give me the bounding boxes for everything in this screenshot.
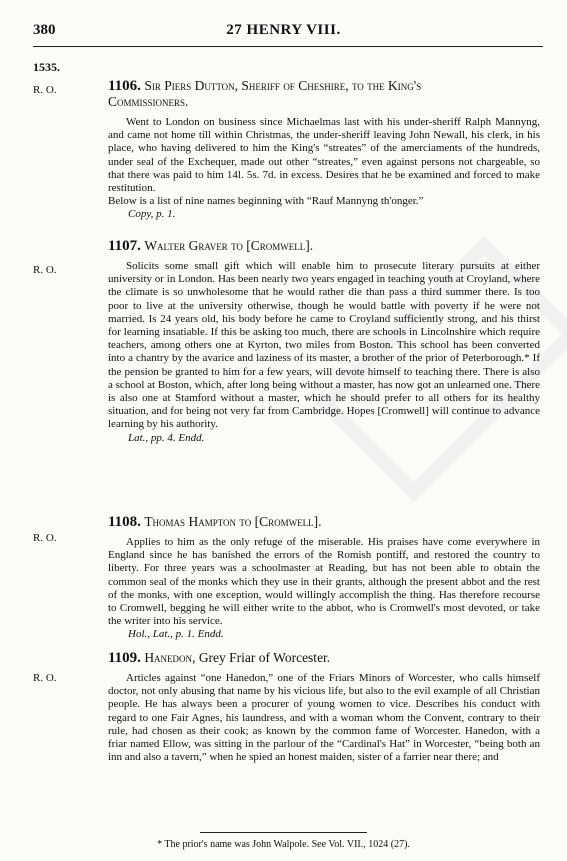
entry-heading <box>108 514 540 530</box>
margin-source: R. O. <box>33 672 57 684</box>
entry-body: Went to London on business since Michaelmas last with his under-sheriff Ralph Mannyng, and came not home till within Christmas, the under-sheriff leaving John Newall, his clerk, in his place, who having delivered to him the King's “streates” of the amerciaments of the hundreds, under seal of the Exchequer, made out other “streates,” even against persons not chargeable, so that there was paid to him 14l. 5s. 7d. in excess. Desires that he be examined and forced to make restitution. <box>108 116 540 195</box>
entry-author: Walter Graver <box>144 238 228 253</box>
page-header <box>0 22 567 42</box>
entry-author: Thomas Hampton <box>144 514 237 529</box>
entry-1106 <box>108 78 540 222</box>
entry-heading-line2: Commissioners. <box>108 94 189 109</box>
margin-source: R. O. <box>33 532 57 544</box>
entry-1108 <box>108 514 540 642</box>
entry-heading-rest: , Grey Friar of Worcester. <box>192 650 331 665</box>
entry-author: Hanedon <box>144 650 193 665</box>
entry-heading-rest: to [Cromwell]. <box>227 238 314 253</box>
entry-reference: Lat., pp. 4. Endd. <box>128 431 205 444</box>
entry-heading <box>108 650 540 666</box>
entry-heading-rest: to [Cromwell]. <box>236 514 322 529</box>
entry-number: 1106. <box>108 78 141 94</box>
entry-heading-rest: , Sheriff of Cheshire, to the King's <box>234 78 422 93</box>
entry-number: 1107. <box>108 238 141 254</box>
entry-body: Solicits some small gift which will enable him to prosecute literary pursuits at either university or in London. Has been nearly two years engaged in teaching youth at Croyland, where the climate is so unwholesome that he would rather die than pass a third summer there. Is too poor to live at the university otherwise, though he would battle with poverty if he were not married. Is 24 years old, his body before he came to Croyland sufficiently strong, and his thirst for learning insatiable. If this be asking too much, there are schools in Lincolnshire which require teachers, among others one at Kyrton, two miles from Boston. This school has been converted into a chantry by the avarice and laziness of its master, a brother of the prior of Peterborough.* If the pension be granted to him for a few years, will devote himself to teaching there. There is also a school at Boston, which, after long being without a master, has now got an unlearned one. There is also one at Stamford without a master, which he should prefer to all others for its healthy situation, and for being not very far from Cambridge. Hopes [Cromwell] will continue to advance learning by his authority. <box>108 260 540 431</box>
entry-number: 1108. <box>108 514 141 530</box>
entry-body: Applies to him as the only refuge of the miserable. His praises have come everywhere in England since he has banished the errors of the Romish pontiff, and restored the country to liberty. For three years was a schoolmaster at Reading, but has not been able to obtain the common seal of the monks which they use in their grants, although the present abbot and the rest of the monks, with one exception, would willingly accomplish the thing. Has therefore recourse to Cromwell, begging he will either write to the abbot, who is Cromwell's most devoted, or take the writer into his service. <box>108 536 540 628</box>
entry-1107 <box>108 238 540 445</box>
entry-body: Articles against “one Hanedon,” one of the Friars Minors of Worcester, who calls himself doctor, not only abusing that name by his vicious life, but also to the evil example of all Christian people. He has always been a procurer of young women to vice. Describes his conduct with regard to one Fair Agnes, his laundress, and with a woman whom the Convent, contrary to their rule, had chosen as their cook; as known by the common fame of Worcester. Hanedon, with a friar named Ellow, was sitting in the parlour of the “Cardinal's Hat” in Worcester, “being both an inn and also a tavern,” when he spied an honest maiden, sister of a farrier near there; and <box>108 672 540 764</box>
entry-author: Sir Piers Dutton <box>144 78 235 93</box>
entry-heading <box>108 78 540 110</box>
entry-reference: Copy, p. 1. <box>128 208 176 221</box>
running-head: 27 HENRY VIII. <box>226 22 341 38</box>
footnote: * The prior's name was John Walpole. See Vol. VII., 1024 (27). <box>157 839 410 850</box>
page-number: 380 <box>33 22 56 38</box>
entry-note: Below is a list of nine names beginning with “Rauf Mannyng th'onger.” <box>108 195 424 208</box>
margin-source: R. O. <box>33 84 57 96</box>
entry-1109 <box>108 650 540 764</box>
entry-heading <box>108 238 540 254</box>
entry-number: 1109. <box>108 650 141 666</box>
entry-reference: Hol., Lat., p. 1. Endd. <box>128 628 224 641</box>
footnote-rule <box>200 832 367 833</box>
header-rule <box>33 46 543 47</box>
year-label: 1535. <box>33 60 60 74</box>
margin-source: R. O. <box>33 264 57 276</box>
